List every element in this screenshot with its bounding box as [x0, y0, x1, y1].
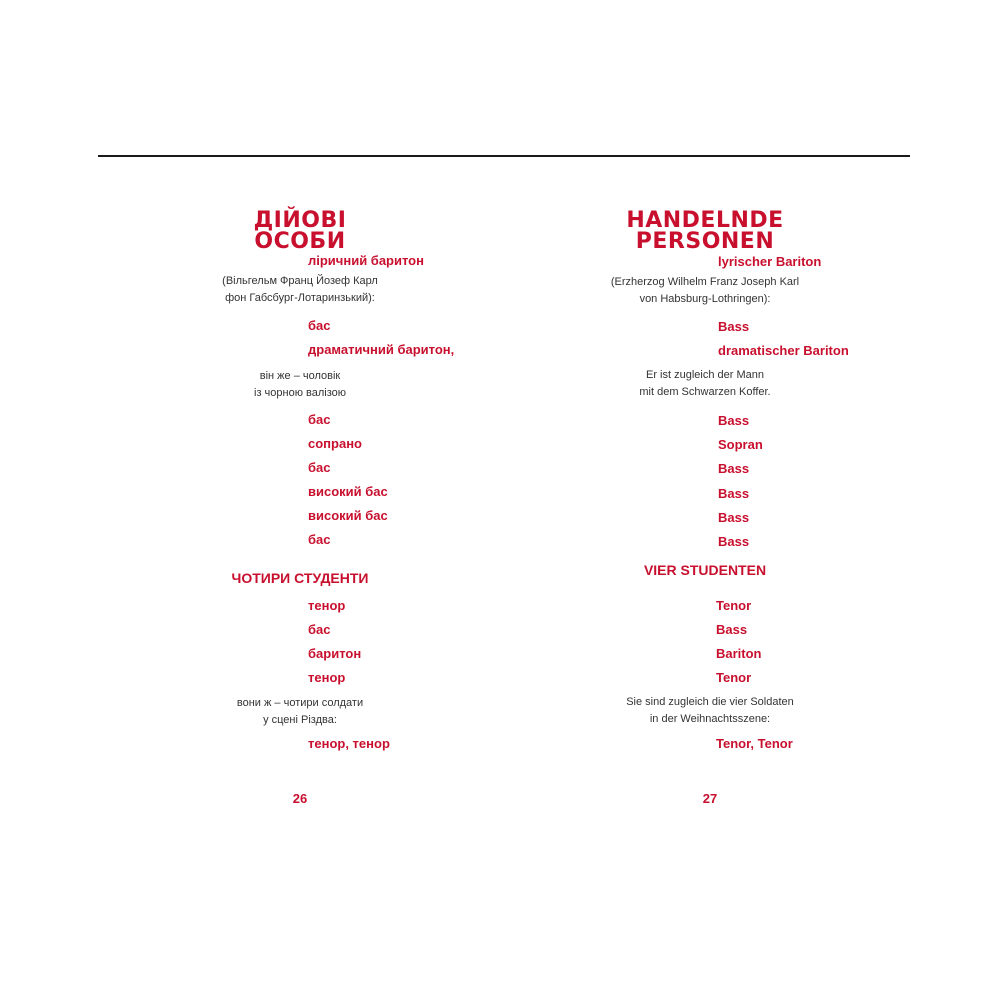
left-voice-student1: тенор: [308, 598, 346, 613]
left-voice-skoropadsky: бас: [308, 532, 331, 547]
left-voice-student2: бас: [308, 622, 331, 637]
left-voice-commandant: високий бас: [308, 484, 388, 499]
right-voice-bolbotschan: Bass: [718, 510, 750, 525]
left-note2-line1: він же – чоловік: [259, 370, 341, 382]
right-title-line1: HANDELNDE: [626, 208, 784, 233]
left-voice-man-in-black: драматичний баритон,: [308, 342, 455, 357]
right-note1-line1: (Erzherzog Wilhelm Franz Joseph Karl: [610, 276, 800, 288]
left-title-line2: ОСОБИ: [254, 229, 346, 254]
right-voice-man-in-black: dramatischer Bariton: [718, 343, 849, 358]
left-voice-student3: баритон: [308, 646, 362, 661]
right-voice-father: Bass: [718, 413, 750, 428]
left-note2-line2: із чорною валізою: [254, 387, 346, 399]
left-students-heading: ЧОТИРИ СТУДЕНТИ: [231, 570, 369, 586]
left-note3-line1: вони ж – чотири солдати: [236, 697, 364, 709]
left-voice-soldiers: тенор, тенор: [308, 736, 390, 751]
left-note1-line2: фон Габсбург-Лотаринзький):: [225, 292, 375, 304]
right-voice-priest: Bass: [718, 461, 750, 476]
right-voice-student3: Bariton: [716, 646, 762, 661]
left-title-line1: ДІЙОВІ: [253, 208, 347, 233]
right-voice-soldiers: Tenor, Tenor: [716, 736, 793, 751]
left-voice-father: бас: [308, 412, 331, 427]
right-voice-investigator: Bass: [718, 319, 750, 334]
right-voice-student2: Bass: [716, 622, 748, 637]
left-voice-investigator: бас: [308, 318, 331, 333]
left-note1-line1: (Вільгельм Франц Йозеф Карл: [222, 275, 378, 287]
right-students-heading: VIER STUDENTEN: [643, 562, 767, 578]
left-note3-line2: у сцені Різдва:: [263, 714, 337, 726]
left-voice-vyshyvanyi: ліричний баритон: [308, 253, 424, 268]
right-voice-girl: Sopran: [718, 437, 763, 452]
right-voice-student1: Tenor: [716, 598, 752, 613]
right-voice-academy-head: Bass: [718, 486, 750, 501]
left-voice-student4: тенор: [308, 670, 346, 685]
left-page-number: 26: [292, 791, 308, 806]
left-voice-priest: бас: [308, 460, 331, 475]
right-voice-skoropadskyj: Bass: [718, 534, 750, 549]
right-page-number: 27: [702, 791, 718, 806]
right-note3-line1: Sie sind zugleich die vier Soldaten: [626, 696, 794, 708]
right-note2-line1: Er ist zugleich der Mann: [646, 369, 764, 381]
right-note2-line2: mit dem Schwarzen Koffer.: [639, 386, 771, 398]
left-voice-girl: сопрано: [308, 436, 362, 451]
right-note1-line2: von Habsburg-Lothringen):: [639, 293, 771, 305]
top-rule: [98, 155, 910, 157]
left-voice-bolbochan: високий бас: [308, 508, 388, 523]
right-voice-student4: Tenor: [716, 670, 752, 685]
right-voice-vyshyvanyi: lyrischer Bariton: [718, 254, 822, 269]
right-title-line2: PERSONEN: [635, 229, 775, 254]
right-note3-line2: in der Weihnachtsszene:: [649, 713, 771, 725]
